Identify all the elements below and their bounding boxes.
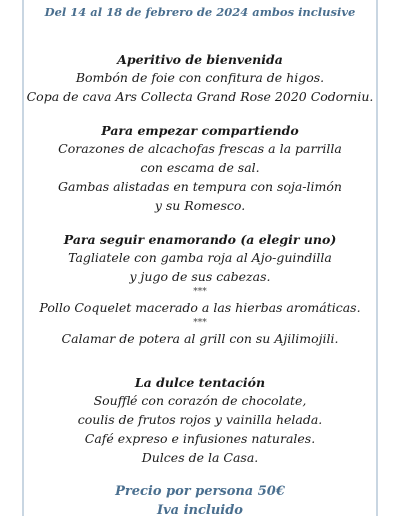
menu-item: Copa de cava Ars Collecta Grand Rose 2020 Codorniu. <box>26 89 374 104</box>
menu-item: Gambas alistadas en tempura con soja-limón <box>58 179 342 194</box>
section-title: Para seguir enamorando (a elegir uno) <box>63 232 337 247</box>
price-block <box>0 482 400 516</box>
date-range: Del 14 al 18 de febrero de 2024 ambos inclusive <box>44 5 356 19</box>
separator: *** <box>193 287 207 297</box>
section-title: Aperitivo de bienvenida <box>117 52 283 67</box>
menu-item: Corazones de alcachofas frescas a la parrilla <box>58 141 342 156</box>
section-title: Para empezar compartiendo <box>101 123 299 138</box>
menu-item: Soufflé con corazón de chocolate, <box>93 393 307 408</box>
section-aperitivo <box>0 51 400 106</box>
section-para-empezar <box>0 122 400 215</box>
section-para-seguir <box>0 231 400 348</box>
vat-included: Iva incluido <box>157 503 243 516</box>
menu-item: Pollo Coquelet macerado a las hierbas aromáticas. <box>39 300 361 315</box>
menu-item: Tagliatele con gamba roja al Ajo-guindilla <box>68 250 332 265</box>
section-title: La dulce tentación <box>134 375 266 390</box>
separator: *** <box>193 318 207 328</box>
menu-item: y su Romesco. <box>154 198 246 213</box>
menu-item: Dulces de la Casa. <box>141 450 259 465</box>
price-per-person: Precio por persona 50€ <box>115 484 285 499</box>
menu-item: Café expreso e infusiones naturales. <box>84 431 316 446</box>
menu-item: Bombón de foie con confitura de higos. <box>75 70 325 85</box>
menu-item: coulis de frutos rojos y vainilla helada. <box>77 412 323 427</box>
menu-item: con escama de sal. <box>140 160 260 175</box>
menu-item: Calamar de potera al grill con su Ajilimojili. <box>61 331 339 346</box>
menu-item: y jugo de sus cabezas. <box>129 269 271 284</box>
section-dulce-tentacion <box>0 374 400 467</box>
